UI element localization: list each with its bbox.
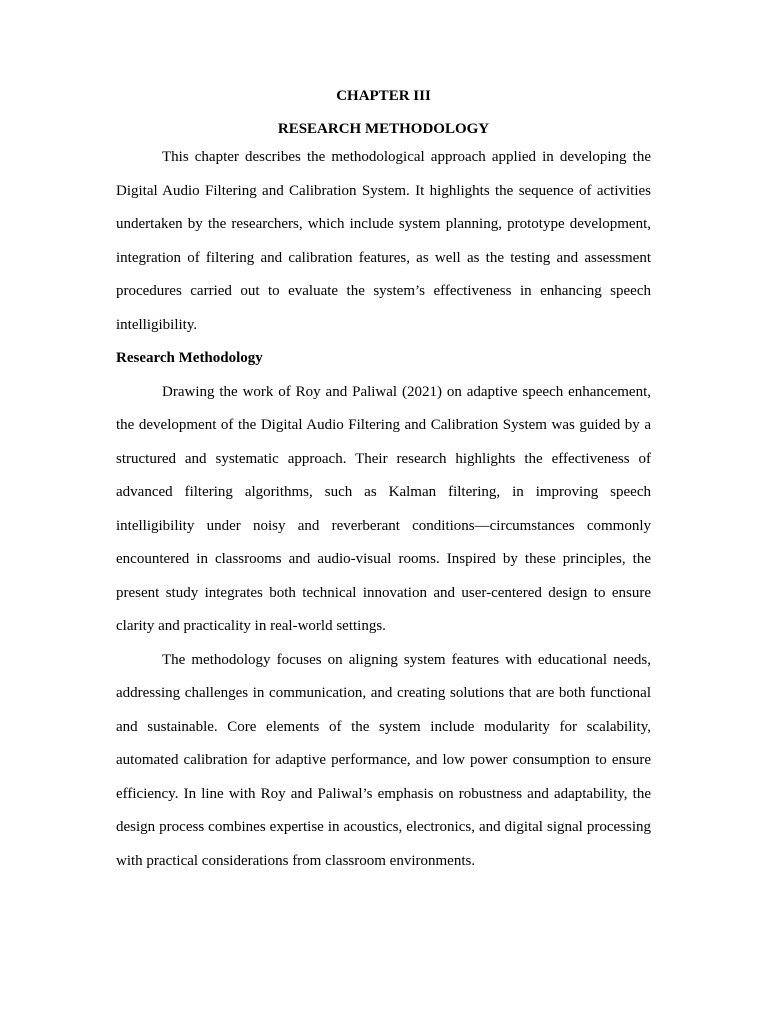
section-heading: Research Methodology (116, 350, 263, 366)
intro-paragraph: This chapter describes the methodological approach applied in developing the Digital Audio Filtering and Calibration System. It highlights the sequence of activities undertaken by the researchers, which include system planning, prototype development, integration of filtering and calibration features, as well as the testing and assessment procedures carried out to evaluate the system’s effectiveness in enhancing speech intelligibility. (116, 149, 651, 333)
chapter-label: CHAPTER III (336, 88, 431, 104)
chapter-title: RESEARCH METHODOLOGY (277, 121, 490, 137)
body-paragraph-2: The methodology focuses on aligning system features with educational needs, addressing challenges in communication, and creating solutions that are both functional and sustainable. Core elements of the system include modularity for scalability, automated calibration for adaptive performance, and low power consumption to ensure efficiency. In line with Roy and Paliwal’s emphasis on robustness and adaptability, the design process combines expertise in acoustics, electronics, and digital signal processing with practical considerations from classroom environments. (116, 651, 651, 869)
body-paragraph-1: Drawing the work of Roy and Paliwal (2021) on adaptive speech enhancement, the development of the Digital Audio Filtering and Calibration System was guided by a structured and systematic approach. Their research highlights the effectiveness of advanced filtering algorithms, such as Kalman filtering, in improving speech intelligibility under noisy and reverberant conditions—circumstances commonly encountered in classrooms and audio-visual rooms. Inspired by these principles, the present study integrates both technical innovation and user-centered design to ensure clarity and practicality in real-world settings. (116, 383, 651, 634)
document-page (116, 84, 651, 878)
